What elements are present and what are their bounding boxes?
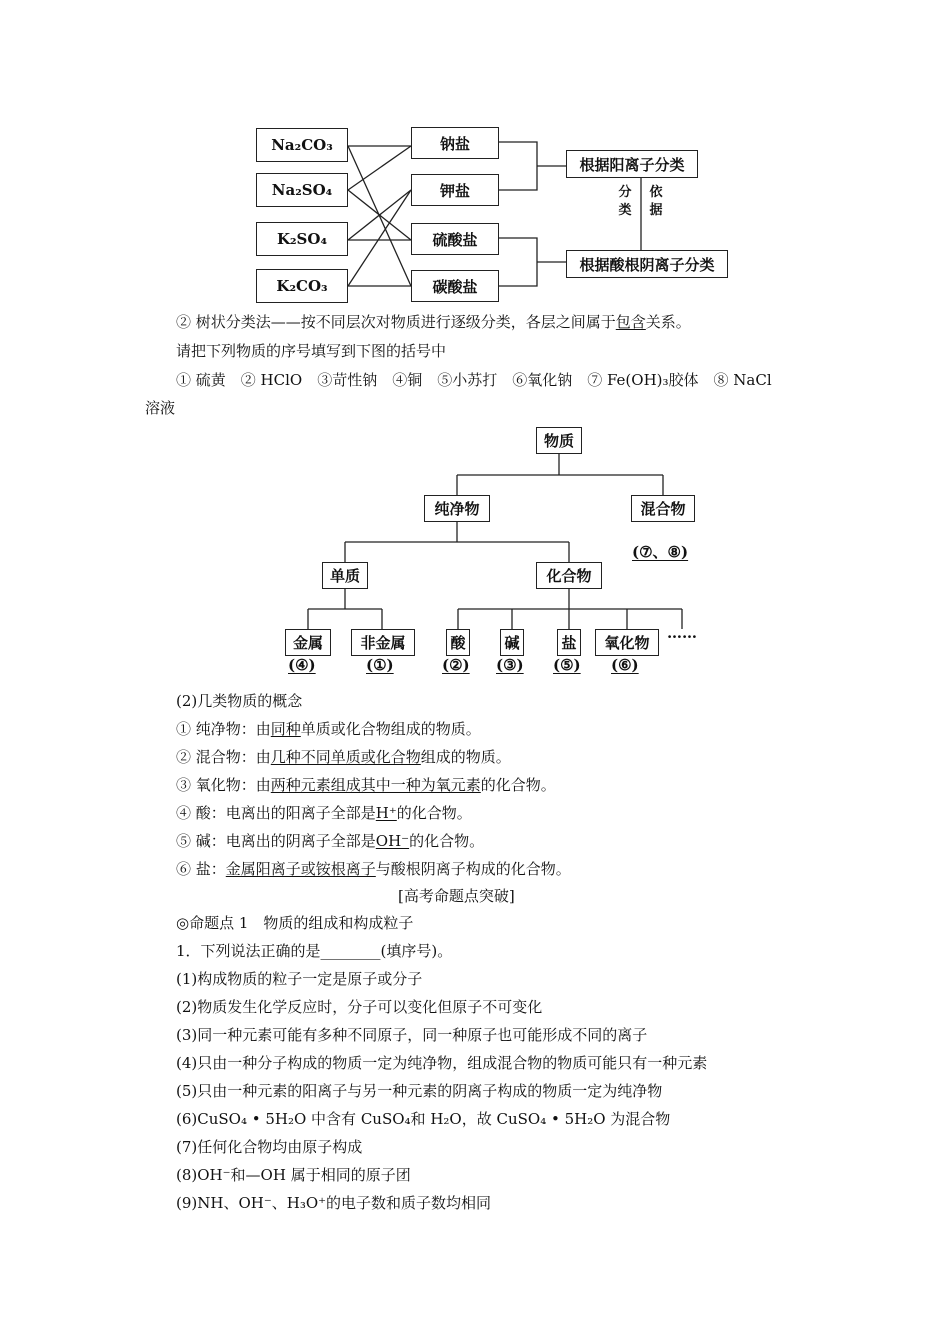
text: ① 纯净物：由: [176, 720, 271, 738]
text: 组成的物质。: [420, 748, 511, 766]
node-compound: [536, 562, 602, 589]
text: ⑥ 盐：: [176, 860, 226, 878]
salt-label: Na₂SO₄: [271, 181, 333, 199]
node-base: [500, 629, 524, 656]
concept-mixture: [176, 747, 511, 767]
node-label: 酸: [450, 634, 466, 652]
node-oxide: [595, 629, 659, 656]
node-label: 物质: [543, 432, 574, 450]
salt-label: K₂CO₃: [276, 277, 328, 295]
text: ③ 氧化物：由: [176, 776, 271, 794]
concept-pure: [176, 719, 481, 739]
statement-item: (8)OH⁻和—OH 属于相同的原子团: [176, 1166, 411, 1184]
label-char: 分: [618, 185, 632, 200]
statement-item: (6)CuSO₄ • 5H₂O 中含有 CuSO₄和 H₂O，故 CuSO₄ • 5H₂O 为混合物: [176, 1110, 671, 1128]
node-label: 单质: [329, 567, 360, 585]
node-label: 盐: [561, 634, 577, 652]
node-label: 混合物: [640, 500, 686, 518]
node-label: 碱: [504, 634, 520, 652]
statement-item: (2)物质发生化学反应时，分子可以变化但原子不可变化: [176, 998, 543, 1016]
statement-item: (3)同一种元素可能有多种不同原子，同一种原子也可能形成不同的离子: [176, 1026, 648, 1044]
underlined-answer: H⁺: [375, 804, 397, 822]
node-acid: [446, 629, 470, 656]
underlined-answer: 包含: [615, 313, 646, 331]
exam-point-heading: ◎命题点 1 物质的组成和构成粒子: [176, 914, 414, 932]
answer-mixture: (⑦、⑧): [632, 543, 689, 561]
substance-list-line: ① 硫黄 ② HClO ③苛性钠 ④铜 ⑤小苏打 ⑥氧化钠 ⑦ Fe(OH)₃胶体 ⑧ NaCl: [176, 371, 772, 389]
ellipsis: ……: [667, 624, 697, 642]
category-label: 钾盐: [439, 181, 470, 200]
text: 的化合物。: [396, 804, 472, 822]
statement-item: (5)只由一种元素的阳离子与另一种元素的阴离子构成的物质一定为纯净物: [176, 1082, 663, 1100]
category-label: 硫酸盐: [432, 230, 478, 249]
category-label: 钠盐: [439, 134, 470, 153]
statement-item: (9)NH、OH⁻、H₃O⁺的电子数和质子数均相同: [176, 1194, 492, 1212]
underlined-answer: 同种: [270, 720, 301, 738]
answer-base: (③): [496, 656, 524, 674]
label-char: 据: [649, 203, 663, 218]
concept-salt: [176, 859, 571, 879]
answer-metal: (④): [288, 656, 316, 674]
concepts-heading: (2)几类物质的概念: [176, 692, 303, 710]
salt-label: Na₂CO₃: [271, 136, 333, 154]
text: 与酸根阴离子构成的化合物。: [375, 860, 571, 878]
text: 的化合物。: [409, 832, 485, 850]
statement-item: (1)构成物质的粒子一定是原子或分子: [176, 970, 423, 988]
text: 关系。: [645, 313, 691, 331]
answer-acid: (②): [442, 656, 470, 674]
underlined-answer: 两种元素组成其中一种为氧元素: [270, 776, 481, 794]
section-title: [高考命题点突破]: [398, 887, 515, 905]
node-label: 化合物: [546, 567, 592, 585]
substance-list-cont: 溶液: [145, 399, 176, 417]
node-metal: [285, 629, 331, 656]
instruction-line: 请把下列物质的序号填写到下图的括号中: [176, 342, 447, 360]
node-element: [322, 562, 368, 589]
node-substance: [536, 427, 582, 454]
concept-base: [176, 831, 484, 851]
node-label: 金属: [292, 634, 323, 652]
label-char: 依: [649, 185, 663, 200]
node-label: 非金属: [360, 634, 406, 652]
text: ② 混合物：由: [176, 748, 271, 766]
answer-salt: (⑤): [553, 656, 581, 674]
concept-acid: [176, 803, 472, 823]
underlined-answer: 几种不同单质或化合物: [270, 748, 421, 766]
statement-item: (4)只由一种分子构成的物质一定为纯净物，组成混合物的物质可能只有一种元素: [176, 1054, 708, 1072]
node-salt: [557, 629, 581, 656]
basis-cation-label: 根据阳离子分类: [579, 155, 685, 174]
text: 单质或化合物组成的物质。: [300, 720, 481, 738]
node-pure: [424, 495, 490, 522]
underlined-answer: 金属阳离子或铵根离子: [225, 860, 376, 878]
text: 的化合物。: [480, 776, 556, 794]
node-label: 纯净物: [434, 500, 480, 518]
node-label: 氧化物: [604, 634, 650, 652]
node-mixture: [631, 495, 695, 522]
text: ② 树状分类法——按不同层次对物质进行逐级分类，各层之间属于: [176, 313, 616, 331]
concept-oxide: [176, 775, 556, 795]
basis-anion-label: 根据酸根阴离子分类: [579, 255, 715, 274]
answer-nonmetal: (①): [366, 656, 394, 674]
salt-label: K₂SO₄: [276, 230, 328, 248]
answer-oxide: (⑥): [611, 656, 639, 674]
text: ④ 酸：电离出的阳离子全部是: [176, 804, 376, 822]
node-nonmetal: [351, 629, 415, 656]
statement-item: (7)任何化合物均由原子构成: [176, 1138, 363, 1156]
label-char: 类: [618, 203, 632, 218]
text: ⑤ 碱：电离出的阴离子全部是: [176, 832, 376, 850]
underlined-answer: OH⁻: [375, 832, 410, 850]
question-stem: 1．下列说法正确的是________(填序号)。: [176, 942, 453, 960]
category-label: 碳酸盐: [432, 277, 478, 296]
